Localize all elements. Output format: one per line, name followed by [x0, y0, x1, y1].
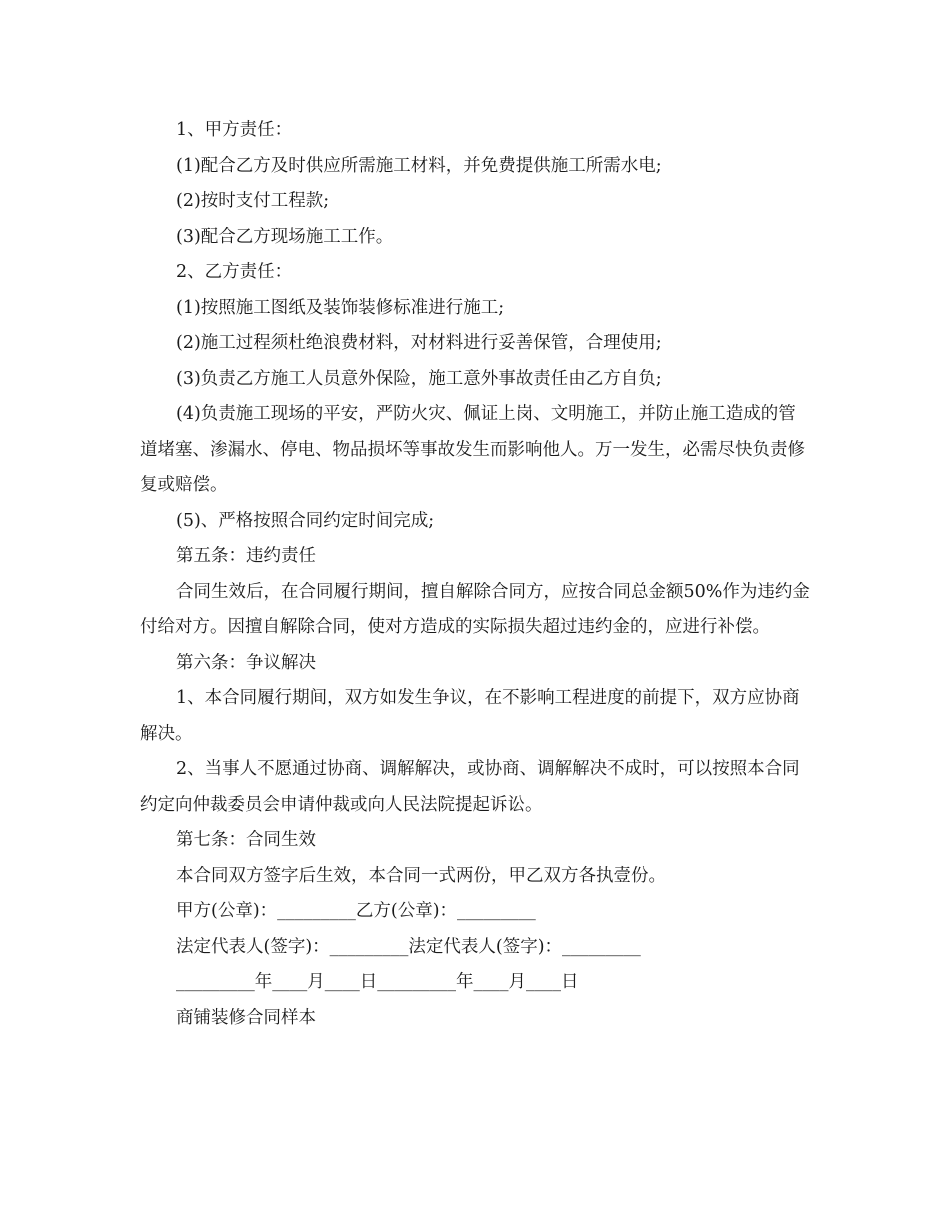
party-a-duties-heading: 1、甲方责任： — [176, 120, 293, 140]
party-b-duty-3: (3)负责乙方施工人员意外保险，施工意外事故责任由乙方自负; — [176, 368, 662, 389]
seal-line: 甲方(公章)：_________乙方(公章)：_________ — [176, 901, 536, 921]
article-7-body: 本合同双方签字后生效，本合同一式两份，甲乙双方各执壹份。 — [176, 865, 666, 886]
party-b-duties-heading: 2、乙方责任： — [176, 262, 293, 282]
party-b-duty-1: (1)按照施工图纸及装饰装修标准进行施工; — [176, 297, 505, 318]
article-5-heading: 第五条：违约责任 — [176, 546, 316, 566]
party-a-duty-1: (1)配合乙方及时供应所需施工材料，并免费提供施工所需水电; — [176, 155, 662, 176]
party-b-duty-2: (2)施工过程须杜绝浪费材料，对材料进行妥善保管，合理使用; — [176, 333, 662, 353]
party-a-duty-2: (2)按时支付工程款; — [176, 191, 330, 211]
next-section-title: 商铺装修合同样本 — [176, 1007, 316, 1028]
signature-line: 法定代表人(签字)：_________法定代表人(签字)：_________ — [176, 936, 641, 957]
article-5-body: 合同生效后，在合同履行期间，擅自解除合同方，应按合同总金额50%作为违约金付给对方。因擅自解除合同，使对方造成的实际损失超过违约金的，应进行补偿。 — [140, 581, 810, 637]
party-a-duty-3: (3)配合乙方现场施工工作。 — [176, 226, 394, 247]
article-7-heading: 第七条：合同生效 — [176, 830, 316, 850]
article-6-clause-1: 1、本合同履行期间，双方如发生争议，在不影响工程进度的前提下，双方应协商解决。 — [140, 688, 800, 744]
article-6-clause-2: 2、当事人不愿通过协商、调解解决，或协商、调解解决不成时，可以按照本合同约定向仲裁委员会申请仲裁或向人民法院提起诉讼。 — [140, 759, 800, 815]
document-body — [140, 113, 810, 1036]
party-b-duty-4: (4)负责施工现场的平安，严防火灾、佩证上岗、文明施工，并防止施工造成的管道堵塞、渗漏水、停电、物品损坏等事故发生而影响他人。万一发生，必需尽快负责修复或赔偿。 — [140, 404, 805, 495]
article-6-heading: 第六条：争议解决 — [176, 652, 316, 673]
date-line: _________年____月____日_________年____月____日 — [176, 972, 579, 992]
party-b-duty-5: (5)、严格按照合同约定时间完成; — [176, 510, 435, 531]
